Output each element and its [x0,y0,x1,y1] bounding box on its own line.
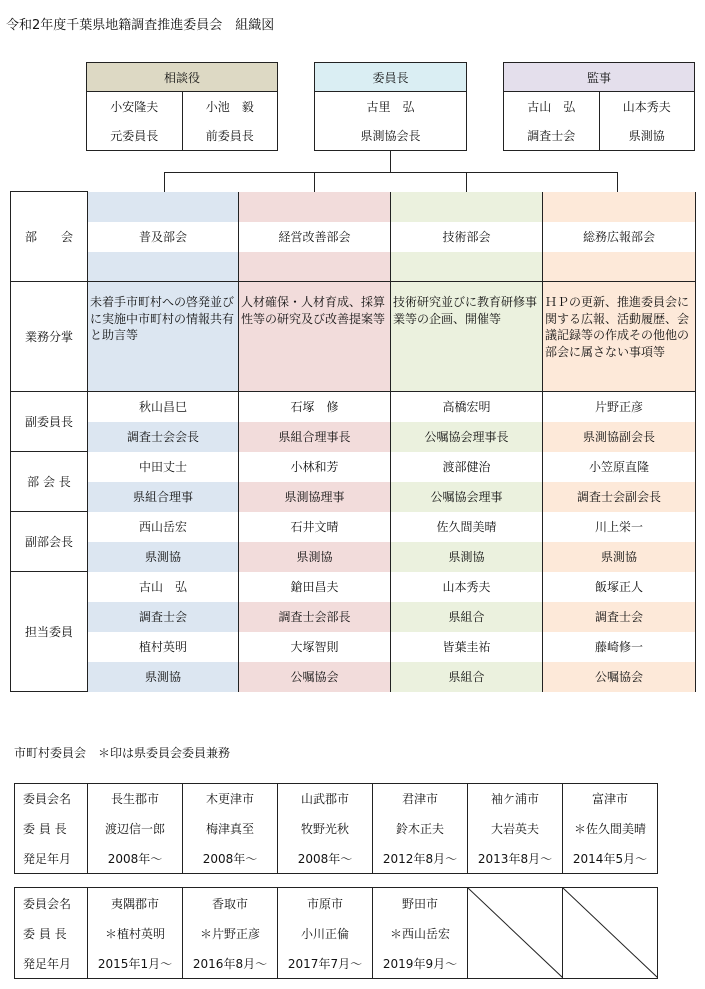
committee-chair: 鈴木正夫 [395,821,444,836]
committee-start: 2019年9月～ [382,956,458,971]
committee-name: 長生郡市 [110,792,159,807]
committee-chair: 牧野光秋 [300,821,349,836]
label-tanto: 担当委員 [11,572,88,692]
auditors-header: 監事 [504,63,694,92]
label-vice-chair: 副委員長 [11,392,88,452]
dept-2-head-name: 小林和芳 [239,452,391,482]
dept-1-head-name: 中田丈士 [88,452,239,482]
auditor-1 [504,92,599,150]
dept-4-member-2-name: 藤崎修一 [543,632,696,662]
dept-4-vice-chair-name: 片野正彦 [543,392,696,422]
advisor-2 [182,92,278,150]
dept-2-vice-chair-name: 石塚 修 [239,392,391,422]
page-title: 令和2年度千葉県地籍調査推進委員会 組織図 [6,18,275,33]
dept-1-vice-head-org: 県測協 [88,542,239,572]
committee-name: 木更津市 [205,792,254,807]
connector-drop-3 [466,172,467,192]
auditor-1-name: 古山 弘 [527,100,576,114]
committee-start: 2008年～ [202,851,258,866]
dept-3-head-org: 公嘱協会理事 [391,482,543,512]
committee-chair: 梅津真至 [205,821,254,836]
auditor-2 [599,92,695,150]
committee-start: 2008年～ [297,851,353,866]
connector-vertical-main [390,151,391,172]
advisor-1-role: 元委員長 [110,129,159,143]
committee-start: 2013年8月～ [477,851,553,866]
auditor-2-name: 山本秀夫 [622,100,671,114]
municipal-title: 市町村委員会 ＊印は県委員会委員兼務 [14,746,231,760]
dept-1-member-2-name: 植村英明 [88,632,239,662]
advisors-box [86,62,278,151]
dept-1-head-org: 県組合理事 [88,482,239,512]
dept-3-member-2-org: 県組合 [391,662,543,692]
chairman-name: 古里 弘 [366,100,415,114]
label-vice-bukaicho: 副部会長 [11,512,88,572]
label-chair: 委 員 長 [23,926,67,941]
committee-start: 2008年～ [107,851,163,866]
dept-4-member-1-name: 飯塚正人 [543,572,696,602]
connector-drop-2 [314,172,315,192]
auditor-2-role: 県測協 [628,129,665,143]
committee-name: 富津市 [591,792,628,807]
dept-3-vice-head-name: 佐久間美晴 [391,512,543,542]
label-chair: 委 員 長 [23,821,67,836]
chairman-header: 委員長 [315,63,466,92]
municipal-table-2 [14,887,658,979]
committee-chair: ＊佐久間美晴 [573,821,646,836]
municipal-labels-2 [15,888,88,979]
committee-name: 君津市 [401,792,438,807]
empty-cell-diagonal [563,888,658,979]
dept-2-member-2-name: 大塚智則 [239,632,391,662]
committee-chair: 小川正倫 [300,926,349,941]
dept-1-name: 普及部会 [88,222,239,252]
dept-1-member-1-org: 調査士会 [88,602,239,632]
dept-2-vice-chair-org: 県組合理事長 [239,422,391,452]
dept-3-vice-chair-org: 公嘱協会理事長 [391,422,543,452]
advisor-2-role: 前委員長 [205,129,254,143]
municipal-labels-1 [15,784,88,874]
label-committee: 委員会名 [23,896,72,911]
label-gyomu: 業務分掌 [11,282,88,392]
dept-4-head-org: 調査士会副会長 [543,482,696,512]
chairman [315,92,466,150]
dept-3-vice-head-org: 県測協 [391,542,543,572]
committee-name: 袖ケ浦市 [490,792,539,807]
municipal-committee [373,784,468,874]
dept-3-name: 技術部会 [391,222,543,252]
advisors-header: 相談役 [87,63,277,92]
auditors-box [503,62,695,151]
committee-start: 2015年1月～ [97,956,173,971]
advisor-2-name: 小池 毅 [205,100,254,114]
connector-drop-4 [617,172,618,192]
dept-2-member-2-org: 公嘱協会 [239,662,391,692]
label-start: 発足年月 [23,956,72,971]
dept-2-name: 経営改善部会 [239,222,391,252]
dept-1-member-2-org: 県測協 [88,662,239,692]
committee-name: 市原市 [306,896,343,911]
auditor-1-role: 調査士会 [527,129,576,143]
label-bukai: 部 会 [11,192,88,282]
municipal-committee [563,784,658,874]
committee-name: 山武郡市 [300,792,349,807]
committee-chair: 渡辺信一郎 [104,821,165,836]
municipal-committee [88,888,183,979]
committee-start: 2014年5月～ [572,851,648,866]
committee-name: 香取市 [211,896,248,911]
municipal-committee [278,784,373,874]
committee-start: 2016年8月～ [192,956,268,971]
municipal-table-1 [14,783,658,874]
label-bukaicho: 部 会 長 [11,452,88,512]
municipal-committee [88,784,183,874]
dept-2-member-1-org: 調査士会部長 [239,602,391,632]
dept-1-vice-chair-name: 秋山昌巳 [88,392,239,422]
chairman-role: 県測協会長 [360,129,421,143]
dept-3-member-1-org: 県組合 [391,602,543,632]
dept-4-vice-head-name: 川上栄一 [543,512,696,542]
dept-3-member-1-name: 山本秀夫 [391,572,543,602]
dept-4-name: 総務広報部会 [543,222,696,252]
municipal-committee [183,784,278,874]
municipal-committee [468,784,563,874]
dept-4-duties: ＨＰの更新、推進委員会に関する広報、活動履歴、会議記録等の作成その他他の部会に属さない事項等 [543,282,696,392]
committee-name: 野田市 [401,896,438,911]
connector-horizontal [164,172,618,173]
dept-2-vice-head-name: 石井文晴 [239,512,391,542]
dept-4-vice-chair-org: 県測協副会長 [543,422,696,452]
dept-1-vice-head-name: 西山岳宏 [88,512,239,542]
dept-1-member-1-name: 古山 弘 [88,572,239,602]
municipal-committee [373,888,468,979]
dept-2-duties: 人材確保・人材育成、採算性等の研究及び改善提案等 [239,282,391,392]
dept-4-member-2-org: 公嘱協会 [543,662,696,692]
chairman-box [314,62,467,151]
dept-3-duties: 技術研究並びに教育研修事業等の企画、開催等 [391,282,543,392]
dept-4-member-1-org: 調査士会 [543,602,696,632]
organization-table [10,191,696,692]
label-committee: 委員会名 [23,792,72,807]
municipal-committee [278,888,373,979]
dept-3-vice-chair-name: 高橋宏明 [391,392,543,422]
committee-start: 2012年8月～ [382,851,458,866]
label-start: 発足年月 [23,851,72,866]
dept-2-head-org: 県測協理事 [239,482,391,512]
dept-1-vice-chair-org: 調査士会会長 [88,422,239,452]
committee-chair: ＊植村英明 [104,926,165,941]
committee-chair: ＊片野正彦 [199,926,260,941]
advisor-1 [87,92,182,150]
dept-4-vice-head-org: 県測協 [543,542,696,572]
committee-chair: 大岩英夫 [490,821,539,836]
committee-name: 夷隅郡市 [110,896,159,911]
connector-drop-1 [164,172,165,192]
dept-3-member-2-name: 皆葉圭祐 [391,632,543,662]
committee-chair: ＊西山岳宏 [389,926,450,941]
empty-cell-diagonal [468,888,563,979]
dept-2-vice-head-org: 県測協 [239,542,391,572]
advisor-1-name: 小安隆夫 [110,100,159,114]
dept-4-head-name: 小笠原直隆 [543,452,696,482]
dept-3-head-name: 渡部健治 [391,452,543,482]
municipal-committee [183,888,278,979]
dept-2-member-1-name: 鎗田昌夫 [239,572,391,602]
dept-1-duties: 未着手市町村への啓発並びに実施中市町村の情報共有と助言等 [88,282,239,392]
committee-start: 2017年7月～ [287,956,363,971]
